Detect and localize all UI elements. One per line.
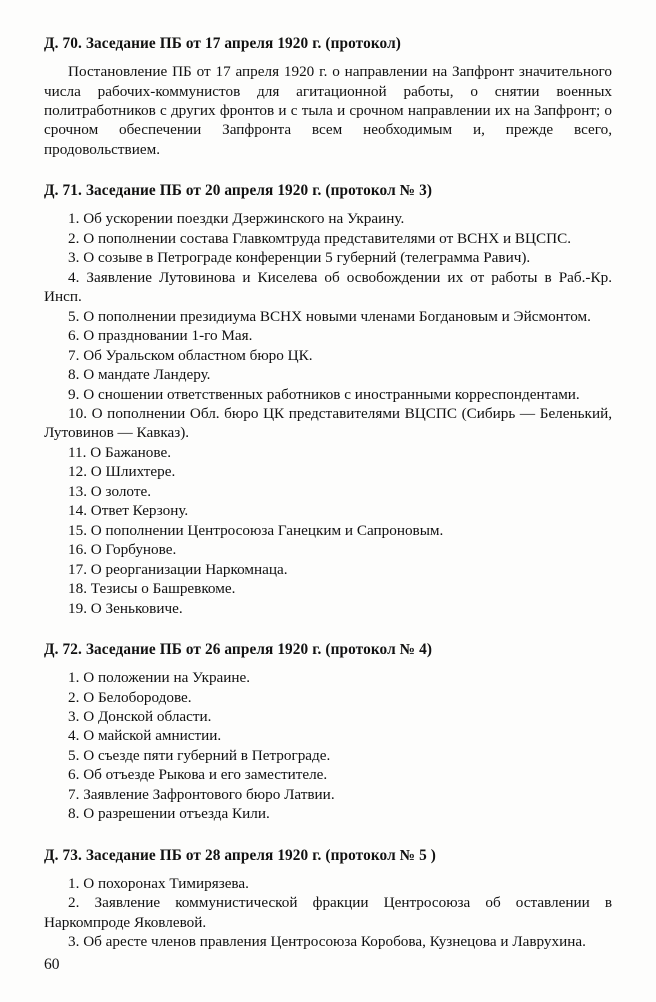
list-item: 7. Заявление Зафронтового бюро Латвии. [68,785,335,803]
item-list [44,874,612,952]
item-list [44,209,612,618]
list-item: 15. О пополнении Центросоюза Ганецким и Сапроновым. [68,521,444,539]
section-heading: Д. 71. Заседание ПБ от 20 апреля 1920 г. (протокол № 3) [44,182,433,200]
list-item: 5. О съезде пяти губерний в Петрограде. [68,746,331,764]
list-item: 13. О золоте. [68,482,151,500]
item-list [44,668,612,824]
list-item: 6. Об отъезде Рыкова и его заместителе. [68,766,328,784]
section-heading: Д. 73. Заседание ПБ от 28 апреля 1920 г. (протокол № 5 ) [44,846,436,864]
list-item: 4. О майской амнистии. [68,727,222,745]
list-item: 2. О Белобородове. [68,688,192,706]
list-item: 14. Ответ Керзону. [68,502,189,520]
section-heading: Д. 70. Заседание ПБ от 17 апреля 1920 г. (протокол) [44,35,401,52]
list-item: 8. О мандате Ландеру. [68,366,211,384]
list-item: 18. Тезисы о Башревкоме. [68,580,236,598]
section-d70 [44,34,612,159]
section-d71 [44,181,612,618]
list-item: 6. О праздновании 1-го Мая. [68,327,253,345]
list-item: 5. О пополнении президиума ВСНХ новыми членами Богдановым и Эйсмонтом. [68,307,591,325]
list-item: 4. Заявление Лутовинова и Киселева об освобождении их от работы в Раб.-Кр. Инсп. [44,268,612,306]
list-item: 2. Заявление коммунистической фракции Центросоюза об оставлении в Наркомпроде Яковлевой. [44,894,612,931]
section-d73 [44,846,612,952]
list-item: 3. О Донской области. [68,708,212,726]
list-item: 17. О реорганизации Наркомнаца. [68,560,288,578]
list-item: 19. О Зеньковиче. [68,599,183,617]
list-item: 3. О созыве в Петрограде конференции 5 губерний (телеграмма Равич). [68,249,531,267]
list-item: 2. О пополнении состава Главкомтруда представителями от ВСНХ и ВЦСПС. [68,229,572,247]
list-item: 11. О Бажанове. [68,443,172,461]
section-heading: Д. 72. Заседание ПБ от 26 апреля 1920 г. (протокол № 4) [44,641,433,658]
section-paragraph: Постановление ПБ от 17 апреля 1920 г. о направлении на Запфронт значительного числа рабочих-коммунистов для агитационной работы, о снятии военных политработников с других фронтов и с тыла и срочном направлении их на Запфронт; о срочном обеспечении Запфронта всем необходимым и, прежде всего, продовольствием. [44,63,612,158]
list-item: 1. О положении на Украине. [68,669,251,687]
list-item: 12. О Шлихтере. [68,463,176,481]
list-item: 3. Об аресте членов правления Центросоюза Коробова, Кузнецова и Лаврухина. [68,933,586,951]
list-item: 9. О сношении ответственных работников с иностранными корреспондентами. [68,385,580,403]
list-item: 8. О разрешении отъезда Кили. [68,805,270,823]
list-item: 10. О пополнении Обл. бюро ЦК представителями ВЦСПС (Сибирь — Беленький, Лутовинов — Кавказ). [44,405,612,442]
list-item: 16. О Горбунове. [68,541,177,559]
page-number: 60 [44,956,60,973]
list-item: 1. О похоронах Тимирязева. [68,874,249,892]
list-item: 7. Об Уральском областном бюро ЦК. [68,346,313,364]
section-d72 [44,640,612,824]
list-item: 1. Об ускорении поездки Дзержинского на Украину. [68,210,405,228]
